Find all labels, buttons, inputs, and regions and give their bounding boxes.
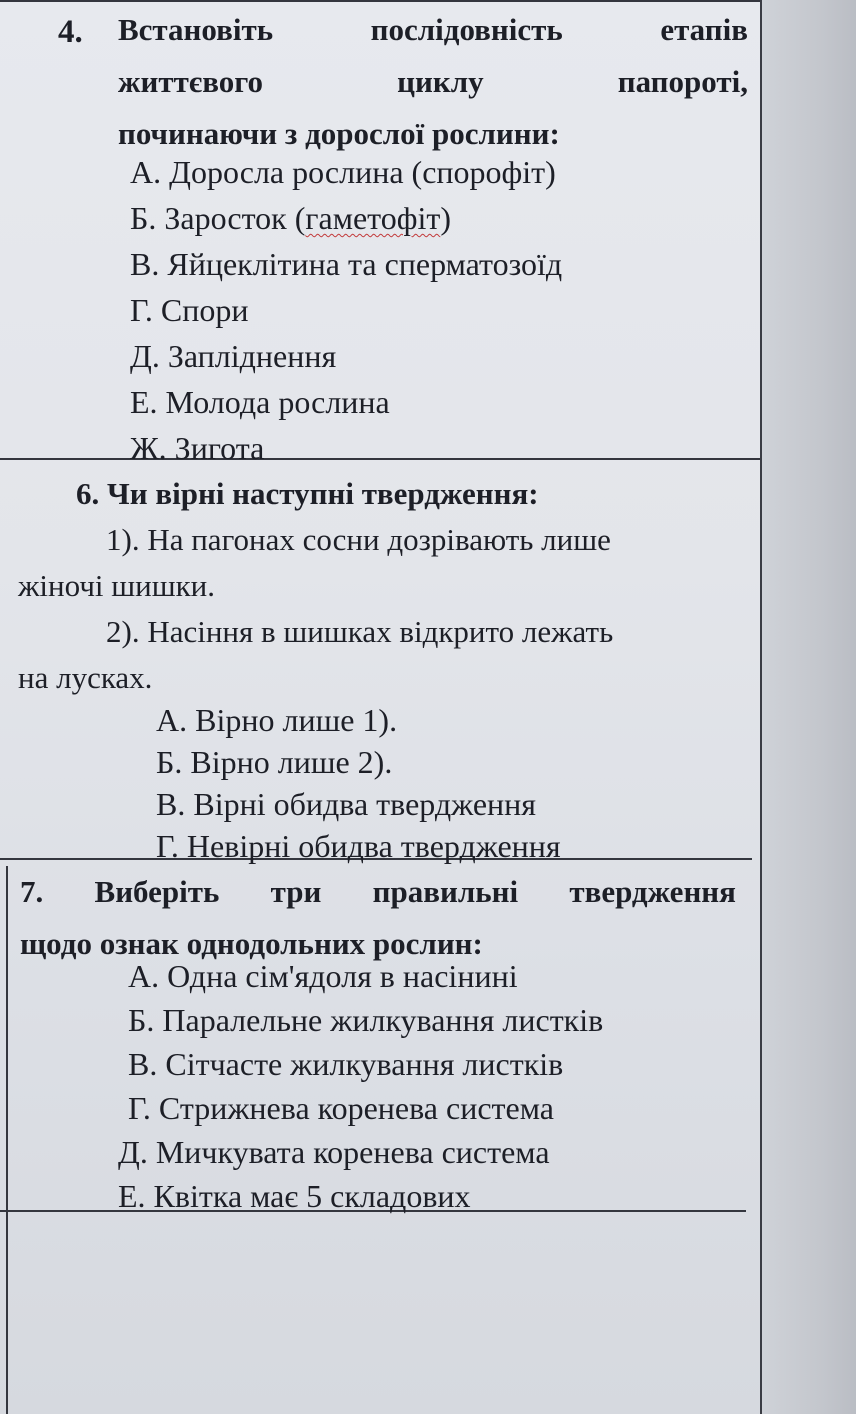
title-word: етапів [660, 12, 748, 47]
question-6-statement: 2). Насіння в шишках відкрито лежать [106, 614, 614, 649]
question-6-statement: на лусках. [18, 660, 153, 695]
question-4-option: Д. Запліднення [130, 338, 337, 374]
title-word: щодо ознак однодольних рослин: [20, 926, 483, 961]
page-edge-shadow [762, 0, 856, 1414]
question-6-option: А. Вірно лише 1). [156, 702, 398, 738]
title-word: три [270, 874, 322, 909]
question-4-option: В. Яйцеклітина та сперматозоїд [130, 246, 563, 282]
question-7-option: Б. Паралельне жилкування листків [128, 1002, 604, 1038]
question-4-option: Г. Спори [130, 292, 249, 328]
question-4-title-line [118, 56, 748, 108]
title-word: Виберіть [94, 874, 220, 909]
question-7-title-line [20, 866, 736, 918]
title-word: послідовність [370, 12, 563, 47]
spellcheck-underline: гаметофіт [305, 200, 441, 236]
question-6-option: Б. Вірно лише 2). [156, 744, 393, 780]
question-4-option: Ж. Зигота [130, 430, 265, 466]
title-word: твердження [569, 874, 736, 909]
question-4-option: Е. Молода рослина [130, 384, 390, 420]
question-6-option: В. Вірні обидва твердження [156, 786, 536, 822]
title-word: правильні [372, 874, 519, 909]
title-word: папороті, [617, 64, 748, 99]
title-word: Встановіть [118, 12, 274, 47]
question-4-option: А. Доросла рослина (спорофіт) [130, 154, 556, 190]
question-7-option: А. Одна сім'ядоля в насінині [128, 958, 518, 994]
table-border-q4-q6 [0, 458, 760, 460]
title-word: 7. [20, 874, 44, 909]
question-6-option: Г. Невірні обидва твердження [156, 828, 561, 864]
question-7-option: Г. Стрижнева коренева система [128, 1090, 554, 1126]
question-7-option: В. Сітчасте жилкування листків [128, 1046, 564, 1082]
question-7-option: Д. Мичкувата коренева система [118, 1134, 550, 1170]
question-6-statement: 1). На пагонах сосни дозрівають лише [106, 522, 611, 557]
question-4-title-line [118, 4, 748, 56]
question-4-option [130, 198, 451, 238]
title-word: життєвого [118, 64, 264, 99]
question-6-statement: жіночі шишки. [18, 568, 216, 603]
question-7-title [20, 866, 736, 970]
question-4-title [118, 4, 748, 160]
table-border-left [6, 866, 8, 1414]
question-7-option: Е. Квітка має 5 складових [118, 1178, 471, 1214]
title-word: починаючи з дорослої рослини: [118, 116, 560, 151]
title-word: циклу [397, 64, 484, 99]
option-text: Б. Заросток (гаметофіт) [130, 200, 451, 236]
table-border-top [0, 0, 760, 2]
question-6-title: 6. Чи вірні наступні твердження: [76, 476, 539, 511]
question-4-number: 4. [58, 14, 83, 50]
